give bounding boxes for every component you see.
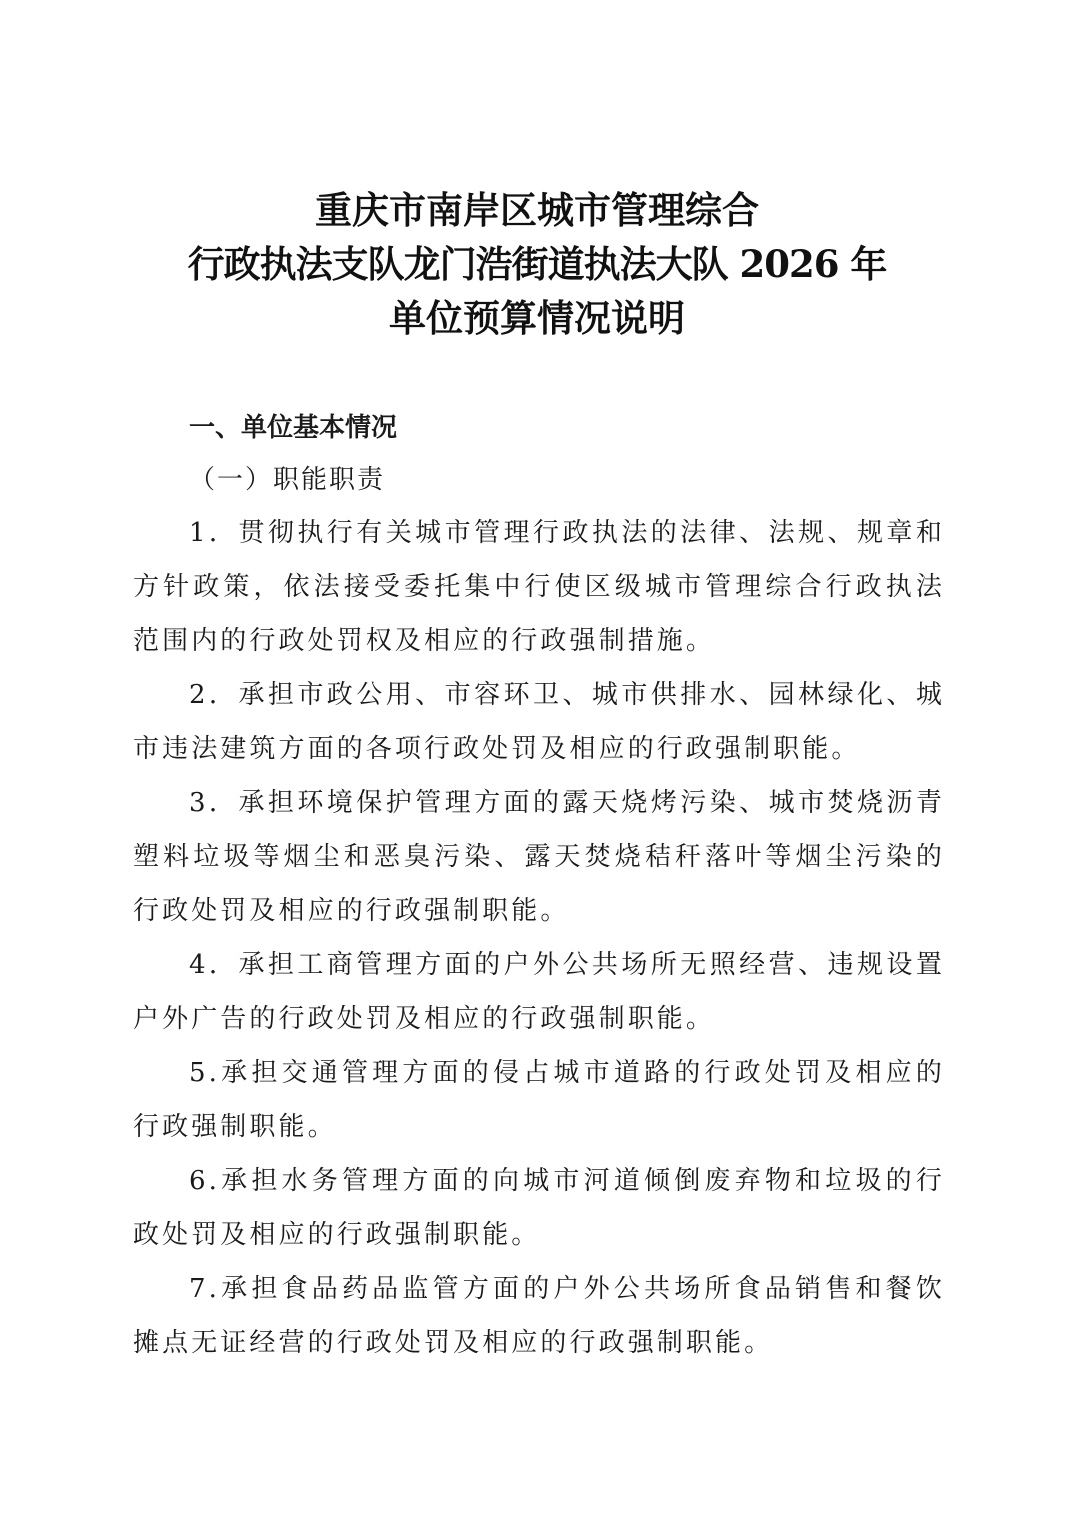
title-line-1: 重庆市南岸区城市管理综合 bbox=[315, 188, 759, 232]
title-line-2: 行政执法支队龙门浩街道执法大队 2026 年 bbox=[187, 242, 887, 286]
paragraph-4: 4．承担工商管理方面的户外公共场所无照经营、违规设置户外广告的行政处罚及相应的行政强制职能。 bbox=[133, 950, 945, 1034]
paragraph-6: 6.承担水务管理方面的向城市河道倾倒废弃物和垃圾的行政处罚及相应的行政强制职能。 bbox=[133, 1166, 945, 1250]
paragraph-5: 5.承担交通管理方面的侵占城市道路的行政处罚及相应的行政强制职能。 bbox=[133, 1058, 945, 1142]
document-title bbox=[0, 183, 1074, 345]
paragraph-7: 7.承担食品药品监管方面的户外公共场所食品销售和餐饮摊点无证经营的行政处罚及相应的行政强制职能。 bbox=[133, 1274, 945, 1358]
document-body bbox=[133, 402, 945, 1370]
paragraph-2: 2．承担市政公用、市容环卫、城市供排水、园林绿化、城市违法建筑方面的各项行政处罚及相应的行政强制职能。 bbox=[133, 680, 945, 764]
paragraph-3: 3．承担环境保护管理方面的露天烧烤污染、城市焚烧沥青塑料垃圾等烟尘和恶臭污染、露天焚烧秸秆落叶等烟尘污染的行政处罚及相应的行政强制职能。 bbox=[133, 788, 945, 926]
paragraph-1: 1．贯彻执行有关城市管理行政执法的法律、法规、规章和方针政策，依法接受委托集中行使区级城市管理综合行政执法范围内的行政处罚权及相应的行政强制措施。 bbox=[133, 518, 945, 656]
title-line-3: 单位预算情况说明 bbox=[389, 296, 685, 340]
section-heading: 一、单位基本情况 bbox=[189, 413, 398, 443]
subsection-heading: （一）职能职责 bbox=[189, 465, 386, 495]
